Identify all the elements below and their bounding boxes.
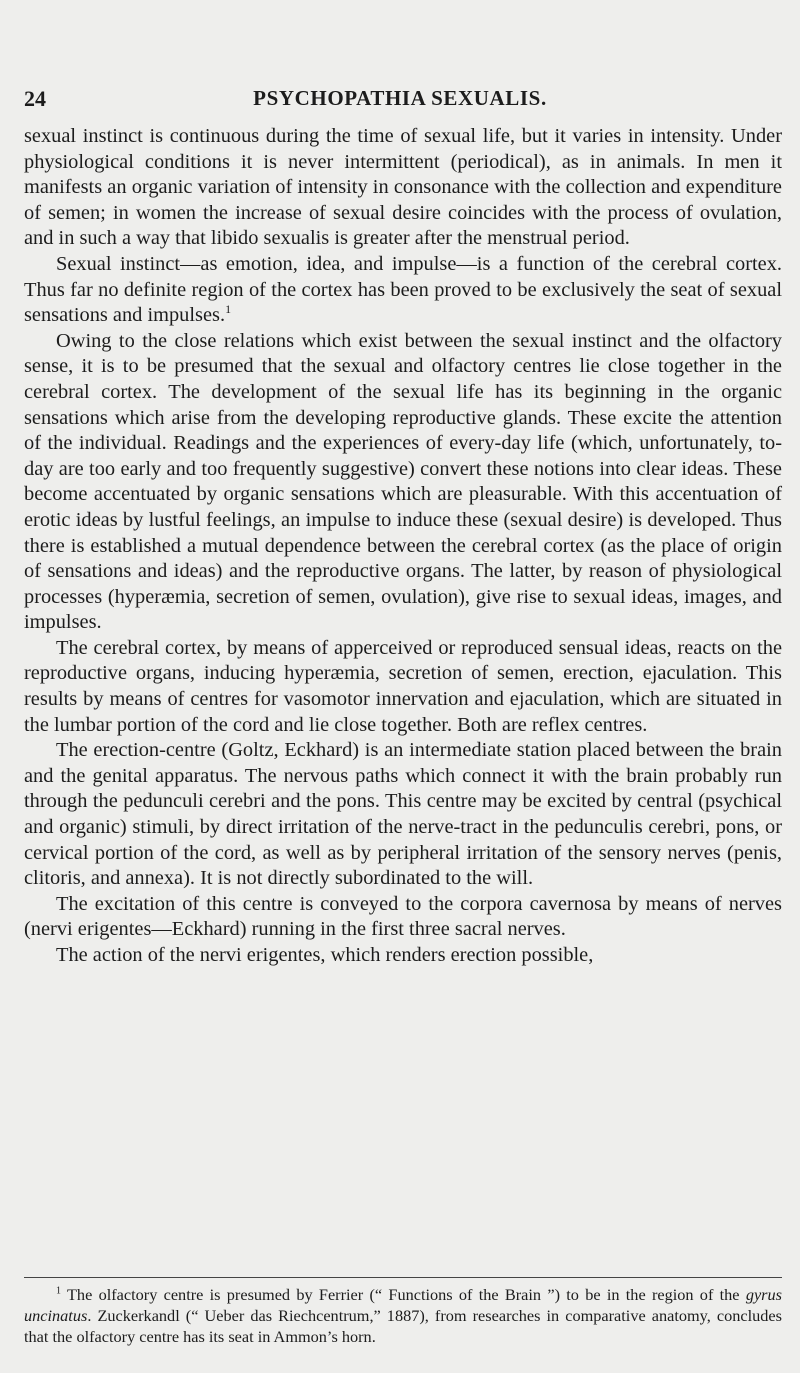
footnote-italic-term: gyrus uncinatus bbox=[24, 1285, 782, 1325]
footnote-marker: 1 bbox=[56, 1285, 61, 1297]
paragraph-6: The excitation of this centre is conveyed to the corpora cavernosa by means of nerves (nervi erigentes—Eckhard) running in the first three sacral nerves. bbox=[24, 892, 782, 941]
footnote-text-1: The olfactory centre is presumed by Ferrier (“ Functions of the Brain ”) to be in the region of the bbox=[66, 1285, 746, 1304]
paragraph-3: Owing to the close relations which exist between the sexual instinct and the olfactory sense, it is to be presumed that the sexual and olfactory centres lie close together in the cerebral cortex. The development of the sexual life has its beginning in the organic sensations which arise from the developing reproductive glands. These excite the attention of the individual. Readings and the experiences of every-day life (which, unfortunately, to-day are too early and too frequently suggestive) convert these notions into clear ideas. These become accentuated by organic sensations which are pleasurable. With this accentuation of erotic ideas by lustful feelings, an impulse to induce these (sexual desire) is developed. Thus there is established a mutual dependence between the cerebral cortex (as the place of origin of sensations and ideas) and the reproductive organs. The latter, by reason of physiological processes (hyperæmia, secretion of semen, ovulation), give rise to sexual ideas, images, and impulses. bbox=[24, 329, 782, 634]
body-text bbox=[24, 124, 782, 969]
footnote-text-2: . Zuckerkandl (“ Ueber das Riechcentrum,” 1887), from researches in comparative anatomy, concludes that the olfactory centre has its seat in Ammon’s horn. bbox=[24, 1306, 782, 1346]
paragraph-7: The action of the nervi erigentes, which renders erection possible, bbox=[56, 944, 594, 966]
paragraph-2 bbox=[24, 252, 782, 329]
running-title: PSYCHOPATHIA SEXUALIS. bbox=[253, 86, 547, 110]
footnote bbox=[24, 1284, 782, 1347]
paragraph-4: The cerebral cortex, by means of apperceived or reproduced sensual ideas, reacts on the reproductive organs, inducing hyperæmia, secretion of semen, erection, ejaculation. This results by means of centres for vasomotor innervation and ejaculation, which are situated in the lumbar portion of the cord and lie close together. Both are reflex centres. bbox=[24, 636, 782, 736]
page-number: 24 bbox=[24, 86, 46, 111]
footnote-divider bbox=[24, 1277, 782, 1278]
footnote-reference: 1 bbox=[225, 302, 232, 317]
paragraph-2-text: Sexual instinct—as emotion, idea, and impulse—is a function of the cerebral cortex. Thus far no definite region of the cortex has been proved to be exclusively the seat of sexual sensations and impulses. bbox=[24, 252, 782, 327]
paragraph-5: The erection-centre (Goltz, Eckhard) is an intermediate station placed between the brain and the genital apparatus. The nervous paths which connect it with the brain probably run through the pedunculi cerebri and the pons. This centre may be excited by central (psychical and organic) stimuli, by direct irritation of the nerve-tract in the pedunculis cerebri, pons, or cervical portion of the cord, as well as by peripheral irritation of the sensory nerves (penis, clitoris, and annexa). It is not directly subordinated to the will. bbox=[24, 739, 782, 890]
paragraph-1: sexual instinct is continuous during the time of sexual life, but it varies in intensity. Under physiological conditions it is never intermittent (periodical), as in animals. In men it manifests an organic variation of intensity in consonance with the collection and expenditure of semen; in women the increase of sexual desire coincides with the process of ovulation, and in such a way that libido sexualis is greater after the menstrual period. bbox=[24, 125, 782, 250]
